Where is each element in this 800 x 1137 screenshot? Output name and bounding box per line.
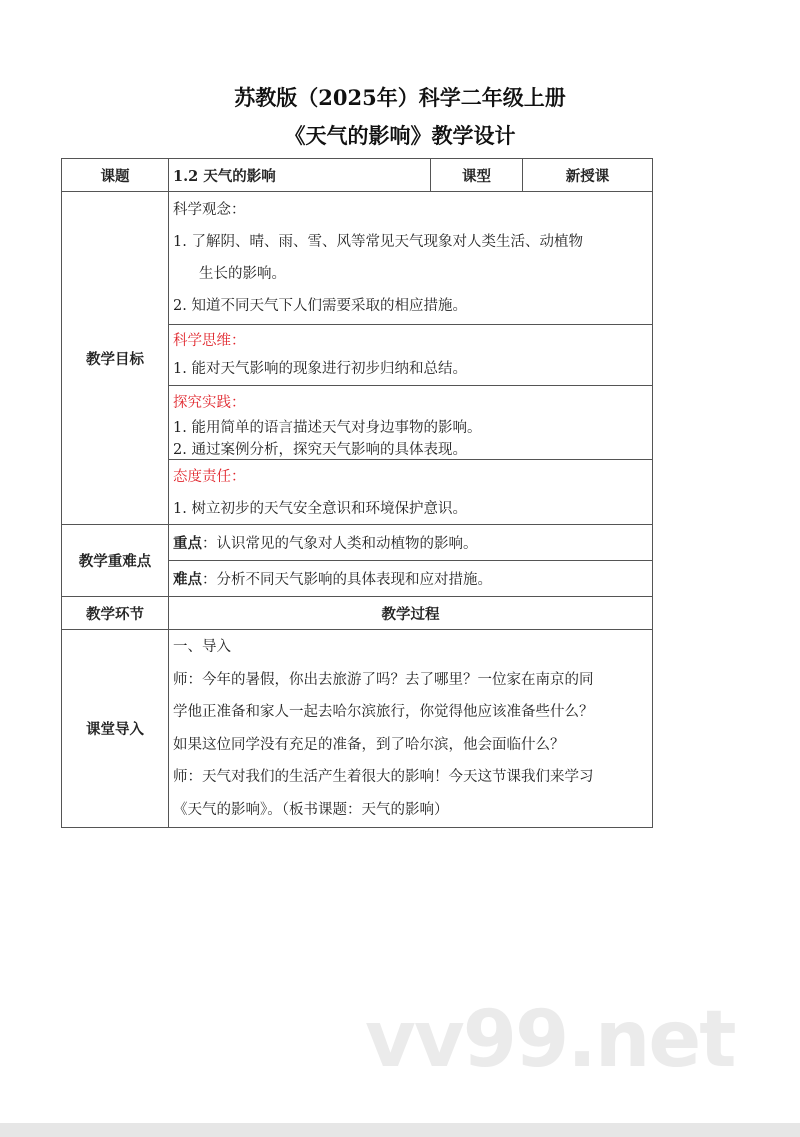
intro-line: 师：天气对我们的生活产生着很大的影响！今天这节课我们来学习 — [173, 769, 594, 785]
concept-item: 2. 知道不同天气下人们需要采取的相应措施。 — [173, 298, 467, 314]
intro-line: 学他正准备和家人一起去哈尔滨旅行，你觉得他应该准备些什么？ — [173, 704, 594, 720]
concept-heading: 科学观念： — [173, 202, 246, 218]
type-label: 课型 — [430, 158, 523, 192]
intro-label: 课堂导入 — [61, 629, 169, 828]
objectives-label: 教学目标 — [61, 191, 169, 525]
thinking-item: 1. 能对天气影响的现象进行初步归纳和总结。 — [173, 361, 467, 377]
concept-item: 生长的影响。 — [199, 266, 286, 282]
difficulty-label: 难点 — [173, 571, 202, 588]
intro-line: 如果这位同学没有充足的准备，到了哈尔滨，他会面临什么？ — [173, 736, 565, 753]
topic-label: 课题 — [61, 158, 169, 192]
document-title: 苏教版（2025年）科学二年级上册 — [234, 85, 566, 110]
stage-header: 教学环节 — [61, 596, 169, 630]
intro-line: 师：今年的暑假，你出去旅游了吗？去了哪里？一位家在南京的同 — [173, 671, 594, 688]
practice-item: 1. 能用简单的语言描述天气对身边事物的影响。 — [173, 420, 482, 436]
key-point-text: ：认识常见的气象对人类和动植物的影响。 — [202, 536, 478, 552]
attitude-item: 1. 树立初步的天气安全意识和环境保护意识。 — [173, 501, 467, 517]
type-value: 新授课 — [522, 158, 653, 192]
intro-line: 《天气的影响》。（板书课题：天气的影响） — [173, 801, 449, 818]
intro-line: 一、导入 — [173, 639, 231, 655]
practice-item: 2. 通过案例分析，探究天气影响的具体表现。 — [173, 442, 467, 458]
thinking-section — [168, 324, 653, 386]
watermark: vv99.net — [365, 995, 735, 1085]
attitude-section — [168, 459, 653, 525]
key-point-row — [168, 524, 653, 561]
concept-section — [168, 191, 653, 325]
difficulty-text: ：分析不同天气影响的具体表现和应对措施。 — [202, 572, 492, 588]
document-subtitle: 《天气的影响》教学设计 — [284, 123, 516, 148]
attitude-heading: 态度责任： — [173, 469, 246, 485]
practice-heading: 探究实践： — [173, 395, 246, 411]
key-point-label: 重点 — [173, 535, 202, 552]
process-header: 教学过程 — [168, 596, 653, 630]
bottom-bar — [0, 1123, 800, 1137]
practice-section — [168, 385, 653, 460]
difficulty-row — [168, 560, 653, 597]
concept-item: 1. 了解阴、晴、雨、雪、风等常见天气现象对人类生活、动植物 — [173, 234, 583, 250]
intro-content — [168, 629, 653, 828]
key-points-label: 教学重难点 — [61, 524, 169, 597]
topic-value: 1.2 天气的影响 — [168, 158, 431, 192]
thinking-heading: 科学思维： — [173, 333, 246, 349]
